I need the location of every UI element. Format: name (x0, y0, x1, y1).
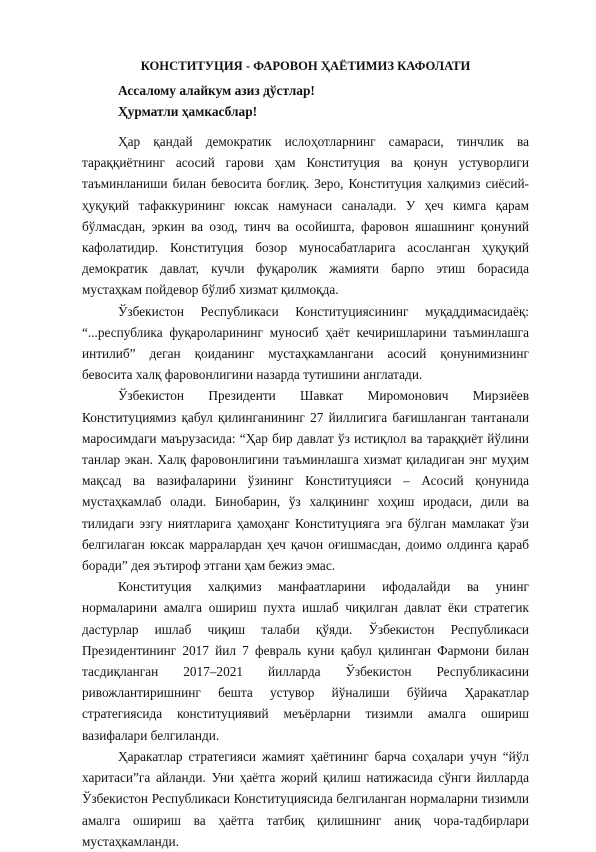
paragraph: Конституция халқимиз манфаатларини ифодалайди ва унинг нормаларини амалга ошириш пухта ишлаб чиқилган давлат ёки стратегик дастурлар ишлаб чиқиш талаби қўяди. Ўзбекистон Республикаси Президентининг 2017 йил 7 февраль куни қабул қилинган Фармони билан тасдиқланган 2017–2021 йилларда Ўзбекистон Республикасини ривожлантиришнинг бешта устувор йўналиши бўйича Ҳаракатлар стратегиясида конституциявий меъёрларни тизимли амалга ошириш вазифалари белгиланди. (82, 579, 529, 743)
document-title: КОНСТИТУЦИЯ - ФАРОВОН ҲАЁТИМИЗ КАФОЛАТИ (140, 59, 471, 73)
paragraph: Ўзбекистон Президенти Шавкат Миромонович Мирзиёев Конституциямиз қабул қилинганининг 27 йиллигига бағишланган тантанали маросимдаги маърузасида: “Ҳар бир давлат ўз истиқлол ва тараққиёт йўлини танлар экан. Халқ фаровонлигини таъминлашга хизмат қиладиган энг муҳим мақсад ва вазифаларини ўзининг Конституцияси – Асосий қонунида мустаҳкамлаб олади. Бинобарин, ўз халқининг хоҳиш иродаси, дили ва тилидаги эзгу ниятларига ҳамоҳанг Конституцияга эга бўлган мамлакат ўзи белгилаган юксак марралардан ҳеч қачон оғишмасдан, доимо олдинга қараб боради” дея эътироф этгани ҳам бежиз эмас. (82, 388, 529, 574)
paragraph: Ҳар қандай демократик ислоҳотларнинг самараси, тинчлик ва тараққиётнинг асосий гарови ҳам Конституция ва қонун устуворлиги таъминланиши билан бевосита боғлиқ. Зеро, Конституция халқимиз сиёсий-ҳуқуқий тафаккурининг юксак намунаси саналади. У ҳеч кимга қарам бўлмасдан, эркин ва озод, тинч ва осойишта, фаровон яшашнинг қонуний кафолатидир. Конституция бозор муносабатларига асосланган ҳуқуқий демократик давлат, кучли фуқаролик жамияти барпо этиш борасида мустаҳкам пойдевор бўлиб хизмат қилмоқда. (82, 134, 529, 298)
greeting-colleagues: Ҳурматли ҳамкасблар! (118, 104, 258, 119)
document-page (82, 58, 529, 852)
paragraph: Ҳаракатлар стратегияси жамият ҳаётининг барча соҳалари учун “йўл харитаси”га айланди. Уни ҳаётга жорий қилиш натижасида сўнги йилларда Ўзбекистон Республикаси Конституциясида белгиланган нормаларни тизимли амалга ошириш ва ҳаётга татбиқ қилишнинг аниқ чора-тадбирлари мустаҳкамланди. (82, 748, 529, 849)
greeting-friends: Ассалому алайкум азиз дўстлар! (118, 83, 315, 98)
paragraph: Ўзбекистон Республикаси Конституциясининг муқаддимасидаёқ: “...республика фуқароларининг муносиб ҳаёт кечиришларини таъминлашга интилиб” деган қоиданинг мустаҳкамлангани асосий қонунимизнинг бевосита халқ фаровонлигини назарда тутишини англатади. (82, 303, 529, 383)
